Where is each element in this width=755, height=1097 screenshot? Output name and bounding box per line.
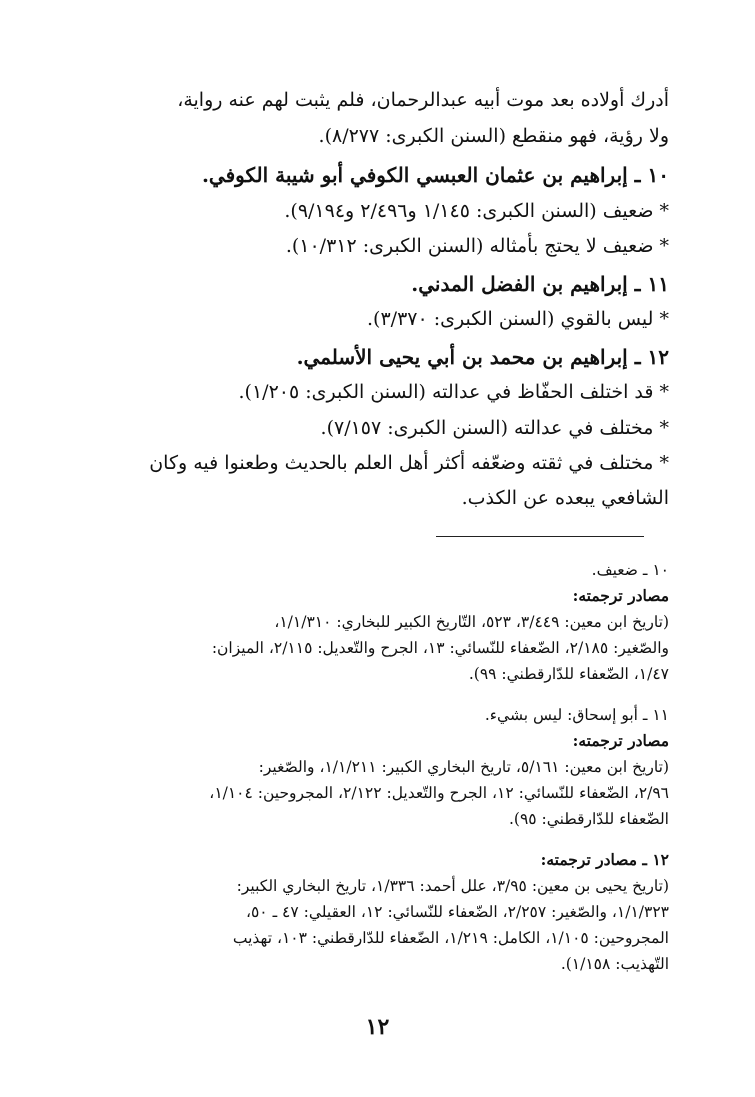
footnote-line: (تاريخ ابن معين: ٣/٤٤٩، ٥٢٣، التّاريخ الكبير للبخاري: ١/١/٣١٠،: [274, 613, 669, 631]
entry-item: * قد اختلف الحفّاظ في عدالته (السنن الكبرى: ١/٢٠٥).: [238, 381, 669, 403]
footnote-line: ١/١/٣٢٣، والصّغير: ٢/٢٥٧، الضّعفاء للنّسائي: ١٢، العقيلي: ٤٧ ـ ٥٠،: [245, 903, 669, 921]
footnote-10-title: ١٠ ـ ضعيف.: [591, 561, 669, 579]
footnote-11-title: ١١ ـ أبو إسحاق: ليس بشيء.: [484, 706, 669, 724]
footnote-line: (تاريخ ابن معين: ٥/١٦١، تاريخ البخاري الكبير: ١/١/٢١١، والصّغير:: [258, 758, 669, 776]
footnote-line: التّهذيب: ١/١٥٨).: [560, 955, 669, 973]
entry-item: * ضعيف لا يحتج بأمثاله (السنن الكبرى: ١٠/٣١٢).: [285, 235, 669, 257]
footnote-sources-label: مصادر ترجمته:: [572, 731, 669, 750]
footnote-line: (تاريخ يحيى بن معين: ٣/٩٥، علل أحمد: ١/٣٣٦، تاريخ البخاري الكبير:: [236, 877, 669, 895]
page-number: ١٢: [365, 1014, 390, 1040]
entry-item: * مختلف في عدالته (السنن الكبرى: ٧/١٥٧).: [320, 417, 669, 439]
entry-heading-11: ١١ ـ إبراهيم بن الفضل المدني.: [411, 272, 669, 296]
body-line: ولا رؤية، فهو منقطع (السنن الكبرى: ٨/٢٧٧).: [318, 125, 669, 147]
footnote-separator: [436, 536, 644, 537]
footnote-12-title: ١٢ ـ مصادر ترجمته:: [540, 850, 669, 869]
footnote-line: المجروحين: ١/١٠٥، الكامل: ١/٢١٩، الضّعفاء للدّارقطني: ١٠٣، تهذيب: [232, 929, 669, 947]
footnote-line: والصّغير: ٢/١٨٥، الضّعفاء للنّسائي: ١٣، الجرح والتّعديل: ٢/١١٥، الميزان:: [211, 639, 669, 657]
footnote-line: ١/٤٧، الضّعفاء للدّارقطني: ٩٩).: [468, 665, 669, 683]
footnote-sources-label: مصادر ترجمته:: [572, 586, 669, 605]
entry-item: * ضعيف (السنن الكبرى: ١/١٤٥ و٢/٤٩٦ و٩/١٩٤).: [284, 200, 669, 222]
footnote-line: ٢/٩٦، الضّعفاء للنّسائي: ١٢، الجرح والتّعديل: ٢/١٢٢، المجروحين: ١/١٠٤،: [209, 784, 669, 802]
entry-heading-12: ١٢ ـ إبراهيم بن محمد بن أبي يحيى الأسلمي.: [296, 345, 669, 369]
body-line: أدرك أولاده بعد موت أبيه عبدالرحمان، فلم يثبت لهم عنه رواية،: [177, 89, 669, 111]
footnote-line: الضّعفاء للدّارقطني: ٩٥).: [508, 810, 669, 828]
entry-item: * مختلف في ثقته وضعّفه أكثر أهل العلم بالحديث وطعنوا فيه وكان: [149, 452, 669, 474]
entry-item: * ليس بالقوي (السنن الكبرى: ٣/٣٧٠).: [367, 308, 669, 330]
entry-heading-10: ١٠ ـ إبراهيم بن عثمان العبسي الكوفي أبو شيبة الكوفي.: [201, 163, 669, 187]
entry-item-continuation: الشافعي يبعده عن الكذب.: [461, 487, 669, 509]
